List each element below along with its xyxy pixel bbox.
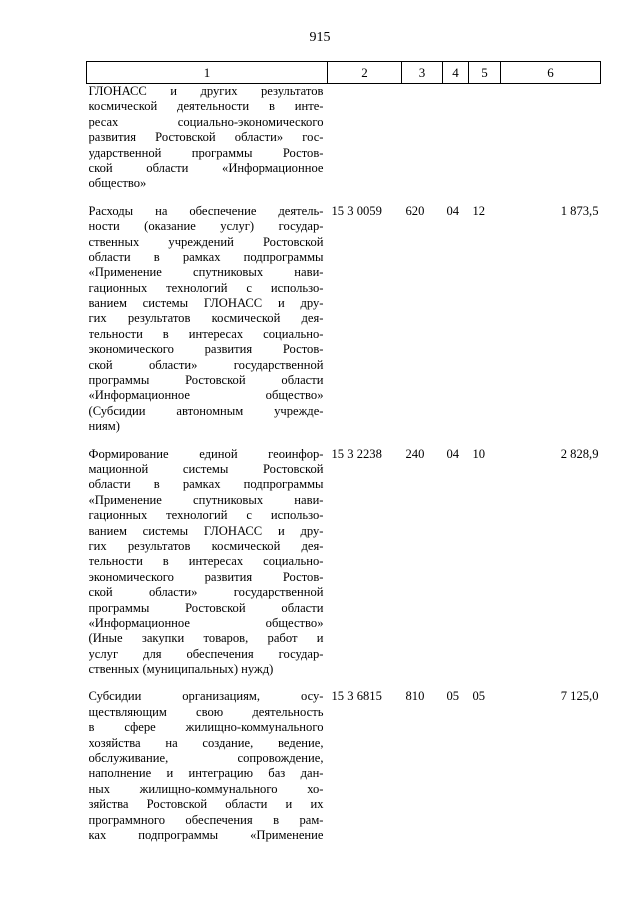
spacer-cell xyxy=(87,677,328,689)
description-line: ванием системы ГЛОНАСС и дру- xyxy=(88,296,324,311)
description-line: «Информационное общество» xyxy=(88,615,324,630)
description-line: ской области «Информационное xyxy=(88,160,324,175)
description-line: гих результатов космической дея- xyxy=(88,538,324,553)
row-spacer xyxy=(87,435,601,447)
description-line: ресах социально-экономического xyxy=(88,114,324,129)
spacer-cell xyxy=(443,677,469,689)
description-line: тельности в интересах социально- xyxy=(88,554,324,569)
spacer-cell xyxy=(469,435,501,447)
column-header-vr: 3 xyxy=(402,62,443,84)
description-line: Формирование единой геоинфор- xyxy=(88,446,324,461)
spacer-cell xyxy=(87,192,328,204)
description-line: «Информационное общество» xyxy=(88,388,324,403)
page-number: 915 xyxy=(309,30,331,45)
description-line: тельности в интересах социально- xyxy=(88,326,324,341)
row-spacer xyxy=(87,192,601,204)
table-row xyxy=(87,447,601,678)
row-amount xyxy=(501,84,601,192)
description-line: гационных технологий с использо- xyxy=(88,280,324,295)
spacer-cell xyxy=(402,435,443,447)
column-header-name: 1 xyxy=(87,62,328,84)
column-header-code: 2 xyxy=(328,62,402,84)
row-description xyxy=(87,84,328,192)
row-amount: 7 125,0 xyxy=(560,689,599,704)
spacer-cell xyxy=(443,192,469,204)
description-line: в сфере жилищно-коммунального xyxy=(88,720,324,735)
spacer-cell xyxy=(402,677,443,689)
description-line: области в рамках подпрограммы xyxy=(88,249,324,264)
description-line: ных жилищно-коммунального хо- xyxy=(88,781,324,796)
description-line: ванием системы ГЛОНАСС и дру- xyxy=(88,523,324,538)
description-line: обслуживание, сопровождение, xyxy=(88,751,324,766)
description-line: ственных (муниципальных) нужд) xyxy=(88,662,274,677)
description-line: наполнение и интеграцию баз дан- xyxy=(88,766,324,781)
spacer-cell xyxy=(469,677,501,689)
budget-table xyxy=(86,61,601,843)
description-line: гих результатов космической дея- xyxy=(88,311,324,326)
spacer-cell xyxy=(328,677,402,689)
description-line: экономического развития Ростов- xyxy=(88,342,324,357)
row-description xyxy=(87,689,328,843)
description-line: «Применение спутниковых нави- xyxy=(88,265,324,280)
description-line: ГЛОНАСС и других результатов xyxy=(88,84,324,98)
row-description xyxy=(87,447,328,678)
spacer-cell xyxy=(87,435,328,447)
row-target-code: 15 3 2238 xyxy=(331,446,382,461)
row-expense-type: 240 xyxy=(405,446,425,461)
spacer-cell xyxy=(501,435,601,447)
description-line: Субсидии организациям, осу- xyxy=(88,689,324,704)
row-target-code: 15 3 0059 xyxy=(331,203,382,218)
spacer-cell xyxy=(328,435,402,447)
description-line: зяйства Ростовской области и их xyxy=(88,797,324,812)
spacer-cell xyxy=(469,192,501,204)
description-line: ской области» государственной xyxy=(88,357,324,372)
description-line: ниям) xyxy=(88,419,120,434)
row-subsection xyxy=(469,84,501,192)
row-section: 04 xyxy=(446,446,460,461)
row-amount: 2 828,9 xyxy=(560,446,599,461)
description-line: ках подпрограммы «Применение xyxy=(88,827,324,842)
description-line: услуг для обеспечения государ- xyxy=(88,646,324,661)
description-line: Расходы на обеспечение деятель- xyxy=(88,203,324,218)
description-line: программы Ростовской области xyxy=(88,373,324,388)
description-line: «Применение спутниковых нави- xyxy=(88,492,324,507)
row-expense-type xyxy=(402,84,443,192)
description-line: (Иные закупки товаров, работ и xyxy=(88,631,324,646)
description-line: космической деятельности в инте- xyxy=(88,99,324,114)
spacer-cell xyxy=(443,435,469,447)
row-subsection: 05 xyxy=(472,689,486,704)
description-line: общество» xyxy=(88,176,147,191)
description-line: гационных технологий с использо- xyxy=(88,508,324,523)
spacer-cell xyxy=(501,677,601,689)
spacer-cell xyxy=(501,192,601,204)
spacer-cell xyxy=(402,192,443,204)
row-target-code: 15 3 6815 xyxy=(331,689,382,704)
description-line: ности (оказание услуг) государ- xyxy=(88,219,324,234)
description-line: ственных учреждений Ростовской xyxy=(88,234,324,249)
table-row xyxy=(87,204,601,435)
row-amount: 1 873,5 xyxy=(560,203,599,218)
row-expense-type: 810 xyxy=(405,689,425,704)
description-line: программного обеспечения в рам- xyxy=(88,812,324,827)
table-row xyxy=(87,84,601,192)
description-line: ществляющим свою деятельность xyxy=(88,704,324,719)
description-line: мационной системы Ростовской xyxy=(88,461,324,476)
column-header-pr: 5 xyxy=(469,62,501,84)
column-header-rz: 4 xyxy=(443,62,469,84)
spacer-cell xyxy=(328,192,402,204)
table-row xyxy=(87,689,601,843)
column-header-amount: 6 xyxy=(501,62,601,84)
description-line: ской области» государственной xyxy=(88,585,324,600)
description-line: хозяйства на создание, ведение, xyxy=(88,735,324,750)
row-subsection: 10 xyxy=(472,446,486,461)
description-line: ударственной программы Ростов- xyxy=(88,145,324,160)
description-line: развития Ростовской области» гос- xyxy=(88,130,324,145)
row-subsection: 12 xyxy=(472,203,486,218)
description-line: программы Ростовской области xyxy=(88,600,324,615)
row-description xyxy=(87,204,328,435)
row-expense-type: 620 xyxy=(405,203,425,218)
row-section xyxy=(443,84,469,192)
row-spacer xyxy=(87,677,601,689)
row-section: 05 xyxy=(446,689,460,704)
row-section: 04 xyxy=(446,203,460,218)
table-body xyxy=(87,84,601,844)
table-header-row xyxy=(87,62,601,84)
row-target-code xyxy=(328,84,402,192)
description-line: области в рамках подпрограммы xyxy=(88,477,324,492)
description-line: (Субсидии автономным учрежде- xyxy=(88,403,324,418)
description-line: экономического развития Ростов- xyxy=(88,569,324,584)
